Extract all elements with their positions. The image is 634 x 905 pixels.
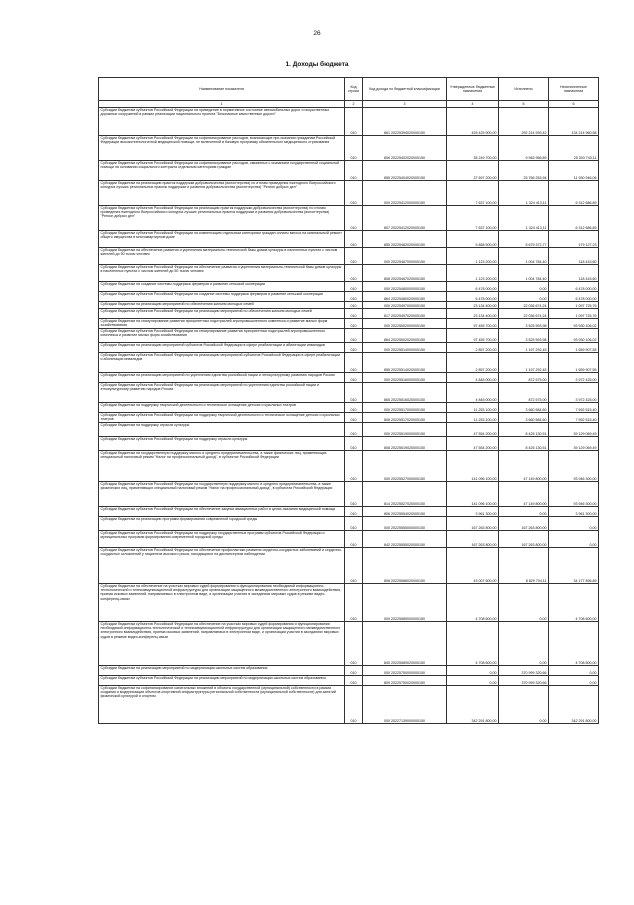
row-name: Субсидии бюджетам на реализацию мероприятий субъектов Российской Федерации в сфере реабилитации и абилитации инвалидов xyxy=(99,343,345,353)
row-executed: 370 999 320,66 xyxy=(499,666,549,676)
row-line-code: 010 xyxy=(345,403,363,413)
row-line-code: 010 xyxy=(345,136,363,161)
row-name: Субсидии бюджетам субъектов Российской Федерации на реализацию мероприятий по модернизации школьных систем образования xyxy=(99,676,345,686)
row-executed: 5 679 372,77 xyxy=(499,231,549,248)
row-unexecuted: 6 478 000,00 xyxy=(549,282,599,292)
row-income-code: 000 20225412000000150 xyxy=(363,181,447,206)
row-line-code: 010 xyxy=(345,309,363,319)
row-name: Субсидии бюджетам на поддержку отрасли культуры xyxy=(99,423,345,437)
row-line-code: 010 xyxy=(345,676,363,686)
row-line-code: 010 xyxy=(345,161,363,181)
column-header-approved: Утвержденные бюджетные назначения xyxy=(447,78,499,101)
row-name: Субсидии бюджетам субъектов Российской Федерации на обеспечение профилактики развития сердечно-сосудистых заболеваний и сердечно-сосудистых осложнений у пациентов высокого риска, находящихся на диспансерном наблюдении xyxy=(99,548,345,584)
row-approved: 0,00 xyxy=(447,666,499,676)
row-approved: 6 478 000,00 xyxy=(447,282,499,292)
row-executed: 3 660 584,60 xyxy=(499,413,549,423)
row-approved: 4 708 600,00 xyxy=(447,622,499,666)
row-unexecuted: 39 129 069,49 xyxy=(549,423,599,437)
row-income-code: 806 20225554020000150 xyxy=(363,507,447,517)
row-income-code: 000 20225527000000150 xyxy=(363,451,447,482)
row-income-code: 864 20225502020000150 xyxy=(363,329,447,343)
row-approved: 7 637 100,00 xyxy=(447,181,499,206)
row-income-code: 842 20225555020000150 xyxy=(363,531,447,548)
table-row xyxy=(99,292,599,302)
row-approved: 4 845 000,00 xyxy=(447,373,499,383)
row-executed: 872 575,00 xyxy=(499,383,549,403)
row-executed: 1 324 413,11 xyxy=(499,206,549,231)
row-approved: 11 253 100,00 xyxy=(447,403,499,413)
row-executed: 0,00 xyxy=(499,282,549,292)
table-row xyxy=(99,548,599,584)
column-number: 1 xyxy=(99,101,345,108)
column-header-executed: Исполнено xyxy=(499,78,549,101)
row-name: Субсидии бюджетам субъектов Российской Федерации на обеспечение закупки авиационных работ в целях оказания медицинской помощи xyxy=(99,507,345,517)
row-executed: 8 829 704,11 xyxy=(499,548,549,584)
row-approved: 167 263 800,00 xyxy=(447,517,499,531)
row-executed: 3 525 593,98 xyxy=(499,329,549,343)
row-approved: 7 637 100,00 xyxy=(447,206,499,231)
row-unexecuted: 1 097 725,76 xyxy=(549,302,599,309)
row-unexecuted: 25 303 743,11 xyxy=(549,136,599,161)
table-row xyxy=(99,265,599,282)
row-executed: 25 766 253,94 xyxy=(499,161,549,181)
row-line-code: 010 xyxy=(345,666,363,676)
row-name: Субсидии бюджетам субъектов Российской Федерации на софинансирование расходов, возникающих при оказании гражданам Российской Федерации высокотехнологичной медицинской помощи, не включенной в базовую программу обязательного медицинского страхования xyxy=(99,136,345,161)
row-line-code: 010 xyxy=(345,584,363,622)
row-income-code: 000 20225519000000150 xyxy=(363,423,447,437)
row-name: Субсидии бюджетам субъектов Российской Федерации на реализацию мероприятий по укреплению единства российской нации и этнокультурному развитию народов России xyxy=(99,383,345,403)
row-approved: 3 961 300,00 xyxy=(447,507,499,517)
table-row xyxy=(99,517,599,531)
row-income-code: 808 20225519020000150 xyxy=(363,437,447,451)
row-unexecuted: 1 659 907,55 xyxy=(549,343,599,353)
row-executed: 47 149 800,00 xyxy=(499,451,549,482)
column-number: 4 xyxy=(447,101,499,108)
row-unexecuted: 4 708 600,00 xyxy=(549,584,599,622)
row-line-code: 010 xyxy=(345,343,363,353)
row-line-code: 010 xyxy=(345,373,363,383)
row-income-code: 808 20225517020000150 xyxy=(363,413,447,423)
row-name: Субсидии бюджетам субъектов Российской Федерации на создание системы поддержки фермеров и развитие сельской кооперации xyxy=(99,292,345,302)
table-row xyxy=(99,413,599,423)
row-income-code: 000 20225467000000150 xyxy=(363,248,447,265)
row-name: Субсидии бюджетам субъектов Российской Федерации на реализацию практик поддержки добровольчества (волонтерства) по итогам проведения ежегодного Всероссийского конкурса лучших региональных практик поддержки и развития добровольчества (волонтерства) "Регион добрых дел" xyxy=(99,206,345,231)
row-name: Субсидии бюджетам на стимулирование развития приоритетных подотраслей агропромышленного комплекса и развитие малых форм хозяйствования xyxy=(99,319,345,329)
table-row xyxy=(99,282,599,292)
column-header-line-code: Код строки xyxy=(345,78,363,101)
row-income-code: 817 20225497020000150 xyxy=(363,309,447,319)
row-unexecuted: 134 214 960,58 xyxy=(549,108,599,136)
row-executed: 167 263 800,00 xyxy=(499,517,549,531)
row-unexecuted: 6 478 000,00 xyxy=(549,292,599,302)
row-executed: 1 004 784,40 xyxy=(499,248,549,265)
row-line-code: 010 xyxy=(345,531,363,548)
row-unexecuted: 93 946 300,00 xyxy=(549,482,599,507)
row-executed: 8 425 130,51 xyxy=(499,423,549,437)
row-approved: 6 478 000,00 xyxy=(447,292,499,302)
row-income-code: 864 20225480020000150 xyxy=(363,292,447,302)
row-unexecuted: 93 930 106,02 xyxy=(549,319,599,329)
row-name: Субсидии бюджетам на обеспечение развития и укрепления материально-технической базы домов культуры в населенных пунктах с числом жителей до 50 тысяч человек xyxy=(99,248,345,265)
row-executed: 22 036 674,24 xyxy=(499,302,549,309)
row-executed: 0,00 xyxy=(499,686,549,724)
row-line-code: 010 xyxy=(345,548,363,584)
row-unexecuted: 0,00 xyxy=(549,531,599,548)
table-row xyxy=(99,319,599,329)
row-name: Субсидии бюджетам на софинансирование капитальных вложений в объекты государственной (муниципальной) собственности в рамках создания и модернизации объектов спортивной инфраструктуры региональной собственности (муниципальной собственности) для занятий физической культурой и спортом xyxy=(99,686,345,724)
row-name: Субсидии бюджетам субъектов Российской Федерации на софинансирование расходов, связанных с оказанием государственной социальной помощи на основании социального контракта отдельным категориям граждан xyxy=(99,161,345,181)
row-unexecuted: 34 177 895,89 xyxy=(549,548,599,584)
row-unexecuted: 0,00 xyxy=(549,666,599,676)
table-row xyxy=(99,329,599,343)
row-income-code: 000 20227139000000150 xyxy=(363,686,447,724)
table-body xyxy=(99,108,599,724)
table-row xyxy=(99,482,599,507)
row-name: Субсидии бюджетам субъектов Российской Федерации на поддержку отрасли культуры xyxy=(99,437,345,451)
table-row xyxy=(99,423,599,437)
table-row xyxy=(99,309,599,319)
row-approved: 2 857 200,00 xyxy=(447,353,499,373)
row-name: Субсидии бюджетам субъектов Российской Федерации на компенсацию отдельным категориям граждан оплаты взноса на капитальный ремонт общего имущества в многоквартирном доме xyxy=(99,231,345,248)
row-name: Субсидии бюджетам субъектов Российской Федерации на поддержку творческой деятельности и техническое оснащение детских и кукольных театров xyxy=(99,413,345,423)
row-line-code: 010 xyxy=(345,206,363,231)
row-income-code: 855 20225514020000150 xyxy=(363,353,447,373)
row-unexecuted: 3 972 425,00 xyxy=(549,373,599,383)
row-executed: 0,00 xyxy=(499,292,549,302)
row-line-code: 010 xyxy=(345,413,363,423)
table-row xyxy=(99,206,599,231)
row-line-code: 010 xyxy=(345,302,363,309)
table-row xyxy=(99,108,599,136)
row-income-code: 000 20225589000000150 xyxy=(363,584,447,622)
row-executed: 3 525 593,98 xyxy=(499,319,549,329)
row-approved: 11 253 100,00 xyxy=(447,413,499,423)
row-unexecuted: 3 961 300,00 xyxy=(549,507,599,517)
column-number: 2 xyxy=(345,101,363,108)
row-name: Субсидии бюджетам субъектов Российской Федерации на реализацию мероприятий по обеспечению жильем молодых семей xyxy=(99,309,345,319)
column-header-unexecuted: Неисполненные назначения xyxy=(549,78,599,101)
row-executed: 370 999 320,66 xyxy=(499,676,549,686)
row-line-code: 010 xyxy=(345,282,363,292)
row-income-code: 806 20225402020000150 xyxy=(363,136,447,161)
row-approved: 342 291 800,00 xyxy=(447,686,499,724)
table-row xyxy=(99,531,599,548)
row-executed: 1 324 413,11 xyxy=(499,181,549,206)
row-unexecuted: 118 415,60 xyxy=(549,248,599,265)
row-line-code: 010 xyxy=(345,292,363,302)
row-unexecuted: 11 930 946,06 xyxy=(549,161,599,181)
row-executed: 292 214 939,42 xyxy=(499,108,549,136)
table-row xyxy=(99,437,599,451)
row-approved: 43 007 600,00 xyxy=(447,548,499,584)
column-number: 5 xyxy=(499,101,549,108)
row-name: Субсидии бюджетам на создание системы поддержки фермеров и развитие сельской кооперации xyxy=(99,282,345,292)
row-name: Субсидии бюджетам на реализацию мероприятий по модернизации школьных систем образования xyxy=(99,666,345,676)
row-approved: 35 249 700,00 xyxy=(447,136,499,161)
row-line-code: 010 xyxy=(345,423,363,437)
row-income-code: 808 20225467020000150 xyxy=(363,265,447,282)
table-row xyxy=(99,302,599,309)
row-income-code: 855 20225462020000150 xyxy=(363,231,447,248)
row-executed: 0,00 xyxy=(499,584,549,622)
row-approved: 37 697 200,00 xyxy=(447,161,499,181)
row-approved: 97 455 700,00 xyxy=(447,319,499,329)
row-approved: 2 857 200,00 xyxy=(447,343,499,353)
row-executed: 8 425 130,51 xyxy=(499,437,549,451)
row-unexecuted: 7 592 515,40 xyxy=(549,413,599,423)
table-row xyxy=(99,353,599,373)
row-approved: 23 134 400,00 xyxy=(447,302,499,309)
row-income-code: 000 20225555000000150 xyxy=(363,517,447,531)
row-unexecuted: 4 708 600,00 xyxy=(549,622,599,666)
table-row xyxy=(99,403,599,413)
row-line-code: 010 xyxy=(345,329,363,343)
row-income-code: 000 20225514000000150 xyxy=(363,343,447,353)
row-income-code: 861 20225394020000150 xyxy=(363,108,447,136)
row-unexecuted: 7 592 515,40 xyxy=(549,403,599,413)
row-executed: 0,00 xyxy=(499,507,549,517)
table-row xyxy=(99,373,599,383)
row-unexecuted: 93 946 300,00 xyxy=(549,451,599,482)
row-line-code: 010 xyxy=(345,383,363,403)
row-unexecuted: 1 097 725,76 xyxy=(549,309,599,319)
row-unexecuted: 0,00 xyxy=(549,517,599,531)
row-approved: 23 134 400,00 xyxy=(447,309,499,319)
row-name: Субсидии бюджетам на государственную поддержку малого и среднего предпринимательства, а также физических лиц, применяющих специальный налоговый режим "Налог на профессиональный доход", в субъектах Российской Федерации xyxy=(99,451,345,482)
page-number: 26 xyxy=(313,30,321,37)
row-line-code: 010 xyxy=(345,517,363,531)
table-row xyxy=(99,383,599,403)
column-number: 3 xyxy=(363,101,447,108)
row-approved: 4 845 000,00 xyxy=(447,383,499,403)
row-name: Субсидии бюджетам на реализацию практик поддержки добровольчества (волонтерства) по итогам проведения ежегодного Всероссийского конкурса лучших региональных практик поддержки и развития добровольчества (волонтерства) "Регион добрых дел" xyxy=(99,181,345,206)
row-approved: 141 096 100,00 xyxy=(447,482,499,507)
row-income-code: 000 20225517000000150 xyxy=(363,403,447,413)
row-name: Субсидии бюджетам субъектов Российской Федерации на приведение в нормативное состояние автомобильных дорог и искусственных дорожных сооружений в рамках реализации национального проекта "Безопасные качественные дороги" xyxy=(99,108,345,136)
income-table xyxy=(98,77,599,724)
table-row xyxy=(99,343,599,353)
row-unexecuted: 39 129 069,49 xyxy=(549,437,599,451)
row-approved: 47 554 200,00 xyxy=(447,423,499,437)
row-name: Субсидии бюджетам субъектов Российской Федерации на реализацию мероприятий субъектов Российской Федерации в сфере реабилитации и абилитации инвалидов xyxy=(99,353,345,373)
table-row xyxy=(99,181,599,206)
row-income-code: 865 20225516020000150 xyxy=(363,383,447,403)
row-line-code: 010 xyxy=(345,353,363,373)
row-line-code: 010 xyxy=(345,108,363,136)
row-line-code: 010 xyxy=(345,265,363,282)
row-income-code: 840 20225589020000150 xyxy=(363,622,447,666)
row-income-code: 000 20225516000000150 xyxy=(363,373,447,383)
row-income-code: 814 20225527020000150 xyxy=(363,482,447,507)
row-income-code: 000 20225497000000150 xyxy=(363,302,447,309)
row-name: Субсидии бюджетам субъектов Российской Федерации на обеспечение на участках мировых судей формирования и функционирования необходимой информационно-технологической и телекоммуникационной инфраструктуры для организации защищенного межведомственного электронного взаимодействия, приема исковых заявлений, направляемых в электронном виде, и организации участия в заседаниях мировых судов в режиме видео-конференц-связи xyxy=(99,622,345,666)
row-income-code: 806 20225586020000150 xyxy=(363,548,447,584)
table-row xyxy=(99,666,599,676)
section-title: 1. Доходы бюджета xyxy=(285,61,349,68)
column-number: 6 xyxy=(549,101,599,108)
row-name: Субсидии бюджетам на поддержку творческой деятельности и техническое оснащение детских и кукольных театров xyxy=(99,403,345,413)
column-header-name: Наименование показателя xyxy=(99,78,345,101)
table-row xyxy=(99,248,599,265)
row-approved: 1 123 200,00 xyxy=(447,265,499,282)
row-executed: 1 197 292,45 xyxy=(499,343,549,353)
row-line-code: 010 xyxy=(345,622,363,666)
column-header-income-code: Код дохода по бюджетной классификации xyxy=(363,78,447,101)
row-name: Субсидии бюджетам на реализацию мероприятий по укреплению единства российской нации и этнокультурному развитию народов России xyxy=(99,373,345,383)
row-income-code: 000 20225502000000150 xyxy=(363,319,447,329)
table-row xyxy=(99,686,599,724)
row-unexecuted: 6 312 686,89 xyxy=(549,181,599,206)
row-line-code: 010 xyxy=(345,482,363,507)
row-executed: 872 575,00 xyxy=(499,373,549,383)
row-approved: 47 554 200,00 xyxy=(447,437,499,451)
row-executed: 22 036 674,24 xyxy=(499,309,549,319)
row-unexecuted: 179 127,23 xyxy=(549,231,599,248)
row-line-code: 010 xyxy=(345,507,363,517)
table-row xyxy=(99,161,599,181)
row-income-code: 807 20225412020000150 xyxy=(363,206,447,231)
row-name: Субсидии бюджетам на обеспечение на участках мировых судей формирования и функционирования необходимой информационно-технологической и телекоммуникационной инфраструктуры для организации защищенного межведомственного электронного взаимодействия, приема исковых заявлений, направляемых в электронном виде, и организации участия в заседаниях мировых судов в режиме видео-конференц-связи xyxy=(99,584,345,622)
row-name: Субсидии бюджетам субъектов Российской Федерации на поддержку государственных программ субъектов Российской Федерации и муниципальных программ формирования современной городской среды xyxy=(99,531,345,548)
row-income-code: 809 20225750020000150 xyxy=(363,676,447,686)
table-header xyxy=(99,78,599,108)
row-unexecuted: 6 312 686,89 xyxy=(549,206,599,231)
row-unexecuted: 3 972 425,00 xyxy=(549,383,599,403)
row-line-code: 010 xyxy=(345,437,363,451)
table-row xyxy=(99,676,599,686)
row-line-code: 010 xyxy=(345,231,363,248)
row-approved: 97 455 700,00 xyxy=(447,329,499,343)
row-approved: 5 858 500,00 xyxy=(447,231,499,248)
row-executed: 9 945 956,89 xyxy=(499,136,549,161)
table-row xyxy=(99,451,599,482)
row-unexecuted: 118 415,60 xyxy=(549,265,599,282)
row-approved: 141 096 100,00 xyxy=(447,451,499,482)
row-executed: 1 004 784,40 xyxy=(499,265,549,282)
row-executed: 3 660 584,60 xyxy=(499,403,549,413)
row-line-code: 010 xyxy=(345,248,363,265)
row-executed: 47 149 800,00 xyxy=(499,482,549,507)
row-approved: 167 263 800,00 xyxy=(447,531,499,548)
row-approved: 4 708 600,00 xyxy=(447,584,499,622)
row-line-code: 010 xyxy=(345,319,363,329)
table-row xyxy=(99,231,599,248)
row-name: Субсидии бюджетам субъектов Российской Федерации на государственную поддержку малого и среднего предпринимательства, а также физических лиц, применяющих специальный налоговый режим "Налог на профессиональный доход", в субъектах Российской Федерации xyxy=(99,482,345,507)
row-executed: 167 263 800,00 xyxy=(499,531,549,548)
row-name: Субсидии бюджетам на реализацию мероприятий по обеспечению жильем молодых семей xyxy=(99,302,345,309)
row-income-code: 000 20225480000000150 xyxy=(363,282,447,292)
row-income-code: 855 20225404020000150 xyxy=(363,161,447,181)
row-name: Субсидии бюджетам на реализацию программ формирования современной городской среды xyxy=(99,517,345,531)
row-unexecuted: 342 291 800,00 xyxy=(549,686,599,724)
row-approved: 1 123 200,00 xyxy=(447,248,499,265)
row-unexecuted: 93 930 106,02 xyxy=(549,329,599,343)
row-executed: 0,00 xyxy=(499,622,549,666)
row-income-code: 000 20225750000000150 xyxy=(363,666,447,676)
row-name: Субсидии бюджетам субъектов Российской Федерации на стимулирование развития приоритетных подотраслей агропромышленного комплекса и развитие малых форм хозяйствования xyxy=(99,329,345,343)
table-row xyxy=(99,622,599,666)
row-name: Субсидии бюджетам субъектов Российской Федерации на обеспечение развития и укрепления материально-технической базы домов культуры в населенных пунктах с числом жителей до 50 тысяч человек xyxy=(99,265,345,282)
row-line-code: 010 xyxy=(345,686,363,724)
row-approved: 425 429 900,00 xyxy=(447,108,499,136)
row-unexecuted: 0,00 xyxy=(549,676,599,686)
row-line-code: 010 xyxy=(345,451,363,482)
row-line-code: 010 xyxy=(345,181,363,206)
row-approved: 0,00 xyxy=(447,676,499,686)
table-row xyxy=(99,584,599,622)
table-row xyxy=(99,136,599,161)
table-row xyxy=(99,507,599,517)
row-executed: 1 197 292,45 xyxy=(499,353,549,373)
row-unexecuted: 1 659 907,55 xyxy=(549,353,599,373)
